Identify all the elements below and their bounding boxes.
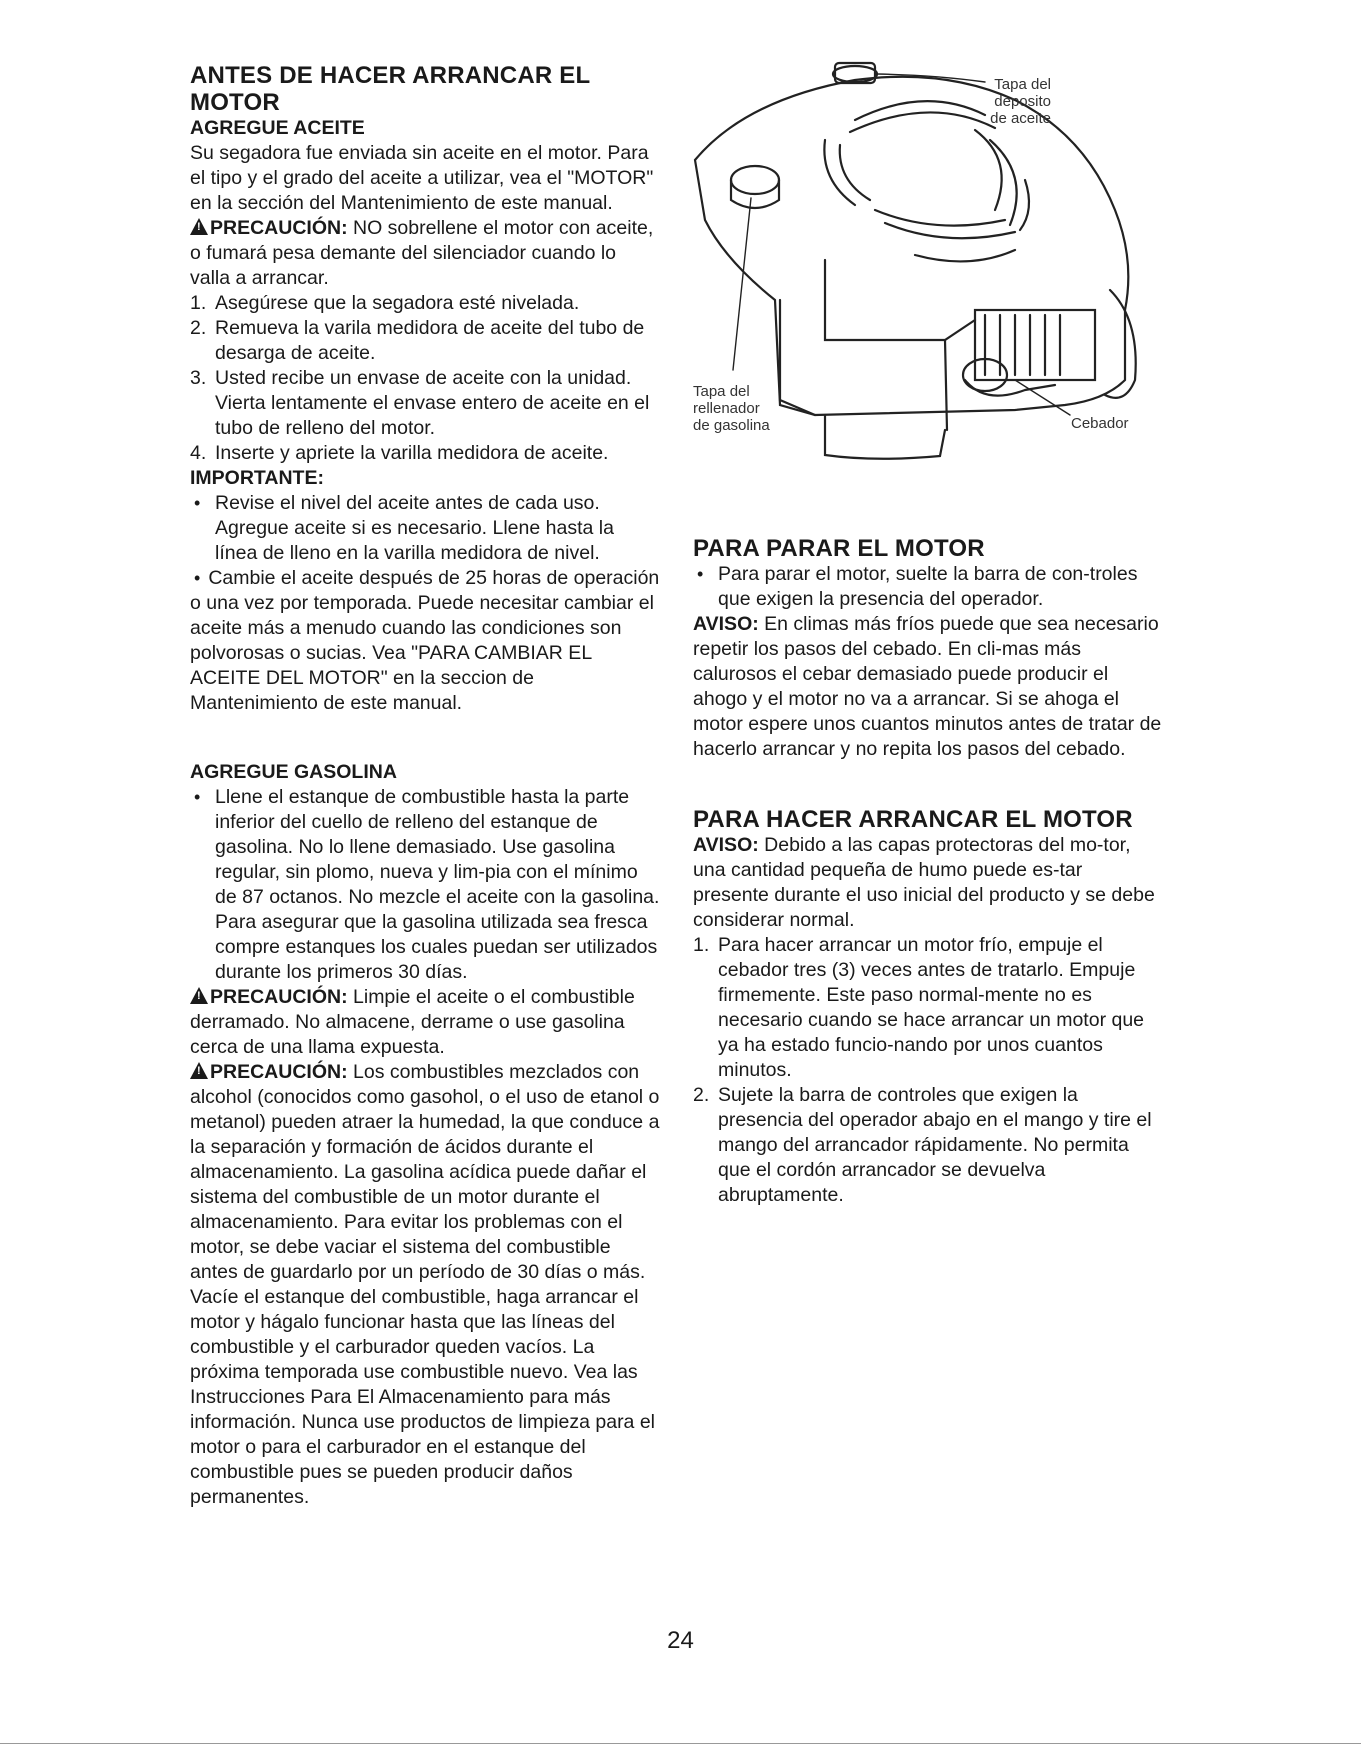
fuel-list: [190, 785, 660, 985]
oil-change-note: • Cambie el aceite después de 25 horas de operación o una vez por temporada. Puede necesitar cambiar el aceite más a menudo cuando las condiciones son polvorosas o sucias. Vea "PARA CAMBIAR EL ACEITE DEL MOTOR" en la seccion de Mantenimiento de este manual.: [190, 567, 660, 714]
list-item: 4. Inserte y apriete la varilla medidora de aceite.: [190, 442, 609, 464]
engine-illustration: [685, 60, 1185, 505]
start-notice: AVISO: Debido a las capas protectoras del mo-tor, una cantidad pequeña de humo puede es-tar presente durante el uso inicial del producto y se debe considerar normal.: [693, 834, 1155, 931]
heading-add-oil: AGREGUE ACEITE: [190, 117, 365, 139]
list-item: • Revise el nivel del aceite antes de cada uso. Agregue aceite si es necesario. Llene hasta la línea de lleno en la varilla medidora de nivel.: [194, 492, 614, 564]
bullet-icon: •: [194, 568, 201, 588]
stop-notice: AVISO: En climas más fríos puede que sea necesario repetir los pasos del cebado. En cli-mas más calurosos el cebar demasiado puede producir el ahogo y el motor no va a arrancar. Si se ahoga el motor espere unos cuantos minutos antes de tratar de hacerlo arrancar y no repita los pasos del cebado.: [693, 613, 1162, 760]
engine-drawing: [685, 60, 1185, 505]
heading-important: IMPORTANTE:: [190, 467, 324, 489]
fuel-caution-1: !PRECAUCIÓN: Limpie el aceite o el combustible derramado. No almacene, derrame o use gasolina cerca de una llama expuesta.: [190, 985, 660, 1060]
fuel-caution-2: !PRECAUCIÓN: Los combustibles mezclados con alcohol (conocidos como gasohol, o el uso de etanol o metanol) pueden atraer la humedad, la que conduce a la separación y formación de ácidos durante el almacenamiento. La gasolina acídica puede dañar el sistema del combustible de un motor durante el almacenamiento. Para evitar los problemas con el motor, se debe vaciar el sistema del combustible antes de guardarlo por un período de 30 días o más. Vacíe el estanque del combustible, haga arrancar el motor y hágalo funcionar hasta que las líneas del combustible y el carburador queden vacíos. La próxima temporada use combustible nuevo. Vea las Instrucciones Para El Almacenamiento para más información. Nunca use productos de limpieza para el motor o para el carburador en el estanque del combustible pues se pueden producir daños permanentes.: [190, 1060, 660, 1510]
list-item: • Llene el estanque de combustible hasta la parte inferior del cuello de relleno del estanque de gasolina. No lo llene demasiado. Use gasolina regular, sin plomo, nueva y lim-pia con el mínimo de 87 octanos. No mezcle el aceite con la gasolina. Para asegurar que la gasolina utilizada sea fresca compre estanques los cuales puedan ser utilizados durante los primeros 30 días.: [194, 786, 660, 983]
bullet-icon: •: [697, 564, 704, 584]
callout-primer: Cebador: [1071, 415, 1129, 432]
bottom-rule: [0, 1743, 1361, 1744]
oil-steps-list: [190, 291, 660, 466]
list-item: 1. Para hacer arrancar un motor frío, empuje el cebador tres (3) veces antes de tratarlo. Empuje firmemente. Este paso normal-mente no es necesario cuando se hace arrancar un motor que ya ha estado funcio-nando por unos cuantos minutos.: [693, 934, 1145, 1081]
page-number: 24: [667, 1627, 694, 1654]
callout-oil-cap: Tapa del deposito de aceite: [990, 76, 1051, 127]
bullet-icon: •: [194, 787, 201, 807]
heading-start-engine: PARA HACER ARRANCAR EL MOTOR: [693, 806, 1133, 833]
warning-icon: [190, 1062, 208, 1079]
list-item: 2. Remueva la varila medidora de aceite del tubo de desarga de aceite.: [190, 317, 645, 364]
warning-icon: [190, 987, 208, 1004]
oil-intro: Su segadora fue enviada sin aceite en el motor. Para el tipo y el grado del aceite a utilizar, vea el "MOTOR" en la sección del Mantenimiento de este manual.: [190, 142, 654, 214]
important-list: [190, 491, 660, 566]
left-column: [190, 62, 660, 1510]
oil-caution: !PRECAUCIÓN: NO sobrellene el motor con aceite, o fumará pesa demante del silenciador cuando lo valla a arrancar.: [190, 216, 660, 291]
bullet-icon: •: [194, 493, 201, 513]
start-steps-list: [693, 933, 1163, 1208]
list-item: 3. Usted recibe un envase de aceite con la unidad. Vierta lentamente el envase entero de aceite en el tubo de relleno del motor.: [190, 367, 650, 439]
callout-fuel-cap: Tapa del rellenador de gasolina: [693, 383, 770, 434]
list-item: 2. Sujete la barra de controles que exigen la presencia del operador abajo en el mango y tire el mango del arrancador rápidamente. No permita que el cordón arrancador se devuelva abruptamente.: [693, 1084, 1152, 1206]
right-column: [693, 535, 1163, 1208]
stop-list: [693, 562, 1163, 612]
heading-add-fuel: AGREGUE GASOLINA: [190, 761, 397, 783]
heading-stop-engine: PARA PARAR EL MOTOR: [693, 535, 985, 562]
list-item: 1. Asegúrese que la segadora esté nivelada.: [190, 292, 580, 314]
list-item: • Para parar el motor, suelte la barra de con-troles que exigen la presencia del operador.: [697, 563, 1138, 610]
warning-icon: [190, 218, 208, 235]
section-title-before-starting: ANTES DE HACER ARRANCAR EL MOTOR: [190, 62, 590, 116]
